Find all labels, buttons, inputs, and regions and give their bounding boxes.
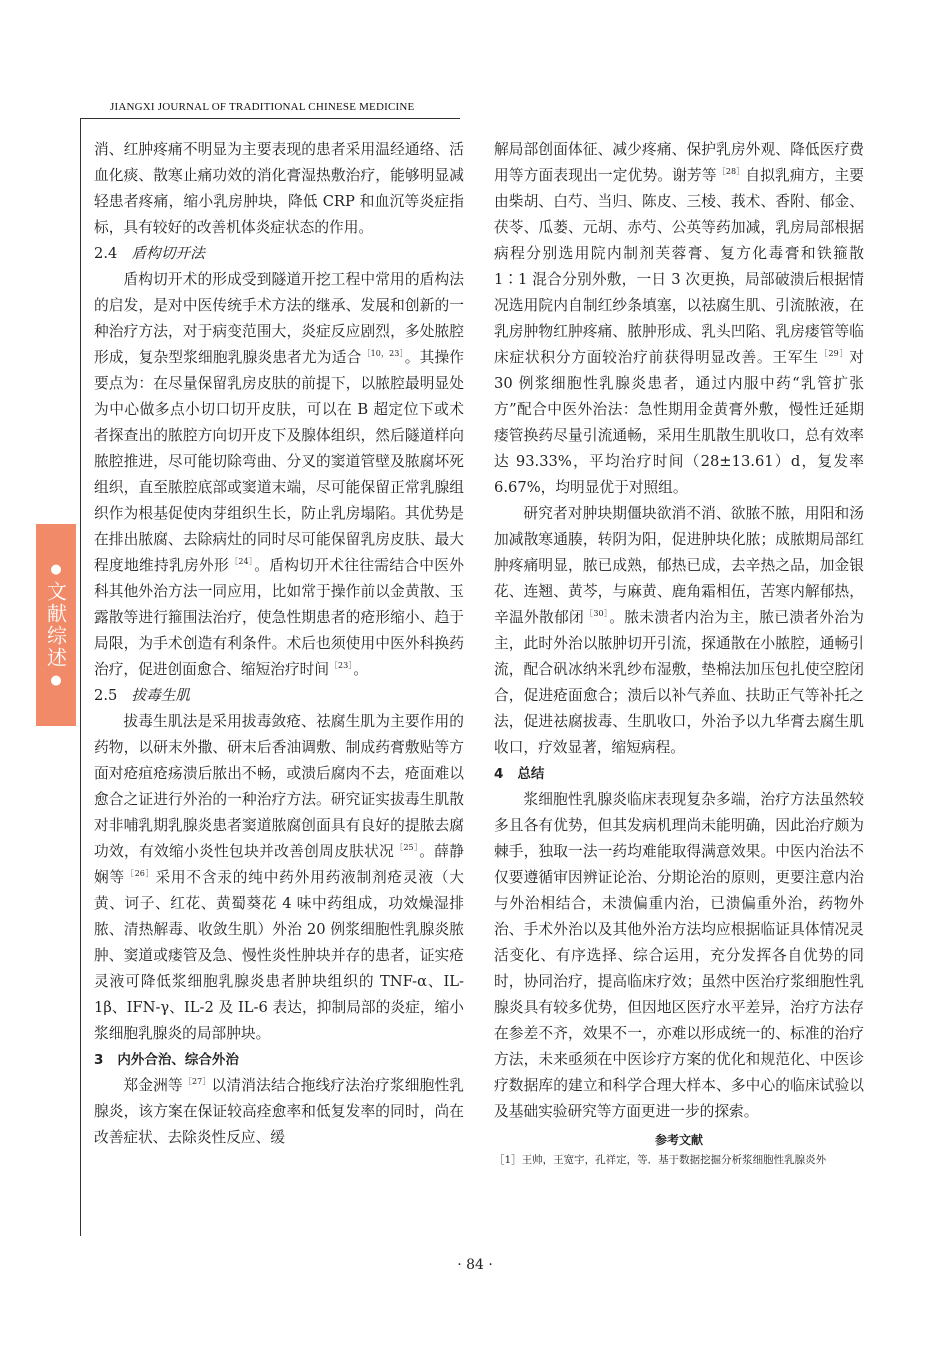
section-heading-4 (494, 761, 864, 787)
margin-rule (80, 118, 81, 1236)
citation: ［27］ (183, 1077, 211, 1086)
paragraph: 浆细胞性乳腺炎临床表现复杂多端，治疗方法虽然较多且各有优势，但其发病机理尚未能明确，因此治疗颇为棘手，独取一法一药均难能取得满意效果。中医内治法不仅要遵循审因辨证论治、分期论治的原则，更要注意内治与外治相结合，未溃偏重内治，已溃偏重外治，药物外治、手术外治以及其他外治方法均应根据临证具体情况灵活变化、有序选择、综合运用，充分发挥各自优势的同时，协同治疗，提高临床疗效；虽然中医治疗浆细胞性乳腺炎具有较多优势，但因地区医疗水平差异，治疗方法存在参差不齐，效果不一，亦难以形成统一的、标准的治疗方法，未来亟须在中医诊疗方案的优化和规范化、中医诊疗数据库的建立和科学合理大样本、多中心的临床试验以及基础实验研究等方面更进一步的探索。 (494, 791, 864, 1120)
section-side-tab (36, 524, 76, 726)
section-title: 拔毒生肌 (131, 687, 191, 704)
section-title: 内外合治、综合外治 (117, 1052, 239, 1068)
citation: ［23］ (330, 661, 353, 670)
page-number: · 84 · (457, 1257, 493, 1273)
citation: ［24］ (230, 557, 254, 566)
section-title: 总结 (517, 766, 545, 782)
right-column (494, 137, 864, 1169)
citation: ［10，23］ (362, 349, 404, 358)
header-rule (80, 118, 460, 119)
section-heading-3 (94, 1047, 464, 1073)
side-tab-label: 文献综述 (43, 581, 68, 669)
citation: ［26］ (125, 869, 155, 878)
citation: ［29］ (819, 349, 849, 358)
section-number: 2.5 (94, 687, 118, 704)
journal-header: JIANGXI JOURNAL OF TRADITIONAL CHINESE MEDICINE (110, 101, 415, 113)
citation: ［28］ (717, 167, 745, 176)
paragraph: 研究者对肿块期僵块欲消不消、欲脓不脓，用阳和汤加减散寒通腠，转阴为阳，促进肿块化脓；成脓期局部红肿疼痛明显，脓已成熟，郁热已成，去辛热之品，加金银花、连翘、黄芩，与麻黄、鹿角霜相伍，苦寒内解郁热，辛温外散郁闭$^{[30]}$。脓未溃者内治为主，脓已溃者外治为主，此时外治以脓肿切开引流，探通散在小脓腔，通畅引流，配合矾冰纳米乳纱布湿敷，垫棉法加压包扎使空腔闭合，促进疮面愈合；溃后以补气养血、扶助正气等补托之法，促进祛腐拔毒、生肌收口，外治予以九华膏去腐生肌收口，疗效显著，缩短病程。 (494, 505, 864, 756)
left-column (94, 137, 464, 1151)
references-heading: 参考文献 (654, 1133, 703, 1147)
citation: ［25］ (395, 843, 419, 852)
paragraph: 消、红肿疼痛不明显为主要表现的患者采用温经通络、活血化痰、散寒止痛功效的消化膏湿热敷治疗，能够明显减轻患者疼痛，缩小乳房肿块，降低 CRP 和血沉等炎症指标，具有较好的改善机体炎症状态的作用。 (94, 141, 464, 236)
paragraph: 盾构切开术的形成受到隧道开挖工程中常用的盾构法的启发，是对中医传统手术方法的继承、发展和创新的一种治疗方法，对于病变范围大，炎症反应剧烈，多处脓腔形成，复杂型浆细胞乳腺炎患者尤为适合$^{[10,23]}$。其操作要点为：在尽量保留乳房皮肤的前提下，以脓腔最明显处为中心做多点小切口切开皮肤，可以在 B 超定位下或术者探查出的脓腔方向切开皮下及腺体组织，然后隧道样向脓腔推进，尽可能切除弯曲、分叉的窦道管壁及脓腐坏死组织，直至脓腔底部或窦道末端，尽可能保留正常乳腺组织作为根基促使肉芽组织生长，防止乳房塌陷。其优势是在排出脓腐、去除病灶的同时尽可能保留乳房皮肤、最大程度地维持乳房外形$^{[24]}$。盾构切开术往往需结合中医外科其他外治方法一同应用，比如常于操作前以金黄散、玉露散等进行箍围法治疗，使急性期患者的疮形缩小、趋于局限，为手术创造有利条件。术后也须使用中医外科换药治疗，促进创面愈合、缩短治疗时间$^{[23]}$。 (94, 271, 464, 678)
paragraph: 拔毒生肌法是采用拔毒敛疮、祛腐生肌为主要作用的药物，以研末外撒、研末后香油调敷、制成药膏敷贴等方面对疮疽疮疡溃后脓出不畅，或溃后腐肉不去，疮面难以愈合之证进行外治的一种治疗方法。研究证实拔毒生肌散对非哺乳期乳腺炎患者窦道脓腐创面具有良好的提脓去腐功效，有效缩小炎性包块并改善创周皮肤状况$^{[25]}$。薛静娴等$^{[26]}$采用不含汞的纯中药外用药液制剂疮灵液（大黄、诃子、红花、黄蜀葵花 4 味中药组成，功效燥湿排脓、清热解毒、收敛生肌）外治 20 例浆细胞性乳腺炎脓肿、窦道或瘘管及急、慢性炎性肿块并存的患者，证实疮灵液可降低浆细胞乳腺炎患者肿块组织的 TNF-α、IL-1β、IFN-γ、IL-2 及 IL-6 表达，抑制局部的炎症，缩小浆细胞乳腺炎的局部肿块。 (94, 713, 464, 1042)
section-number: 3 (94, 1052, 104, 1068)
section-number: 4 (494, 766, 504, 782)
bullet-dot-icon: ● (50, 673, 62, 688)
reference-item: ［1］王帅，王宽宇，孔祥定，等．基于数据挖掘分析浆细胞性乳腺炎外 (494, 1154, 827, 1166)
section-title: 盾构切开法 (131, 245, 205, 262)
bullet-dot-icon: ● (50, 562, 62, 577)
section-number: 2.4 (94, 245, 118, 262)
section-heading-2-4 (94, 241, 464, 267)
paragraph: 解局部创面体征、减少疼痛、保护乳房外观、降低医疗费用等方面表现出一定优势。谢芳等$^{[28]}$自拟乳痈方，主要由柴胡、白芍、当归、陈皮、三棱、莪术、香附、郁金、茯苓、瓜蒌、元胡、赤芍、公英等药加减，乳房局部根据病程分别选用院内制剂芙蓉膏、复方化毒膏和铁箍散 1∶1 混合分别外敷，一日 3 次更换，局部破溃后根据情况选用院内自制红纱条填塞，以祛腐生肌、引流脓液，在乳房肿物红肿疼痛、脓肿形成、乳头凹陷、乳房瘘管等临床症状积分方面较治疗前获得明显改善。王军生$^{[29]}$对 30 例浆细胞性乳腺炎患者，通过内服中药“乳管扩张方”配合中医外治法：急性期用金黄膏外敷，慢性迁延期瘘管换药尽量引流通畅，采用生肌散生肌收口，总有效率达 93.33%，平均治疗时间（28±13.61）d，复发率 6.67%，均明显优于对照组。 (494, 141, 864, 496)
section-heading-2-5 (94, 683, 464, 709)
citation: ［30］ (585, 609, 609, 618)
paragraph: 郑金洲等$^{[27]}$以清消法结合拖线疗法治疗浆细胞性乳腺炎，该方案在保证较高痊愈率和低复发率的同时，尚在改善症状、去除炎性反应、缓 (94, 1077, 464, 1146)
